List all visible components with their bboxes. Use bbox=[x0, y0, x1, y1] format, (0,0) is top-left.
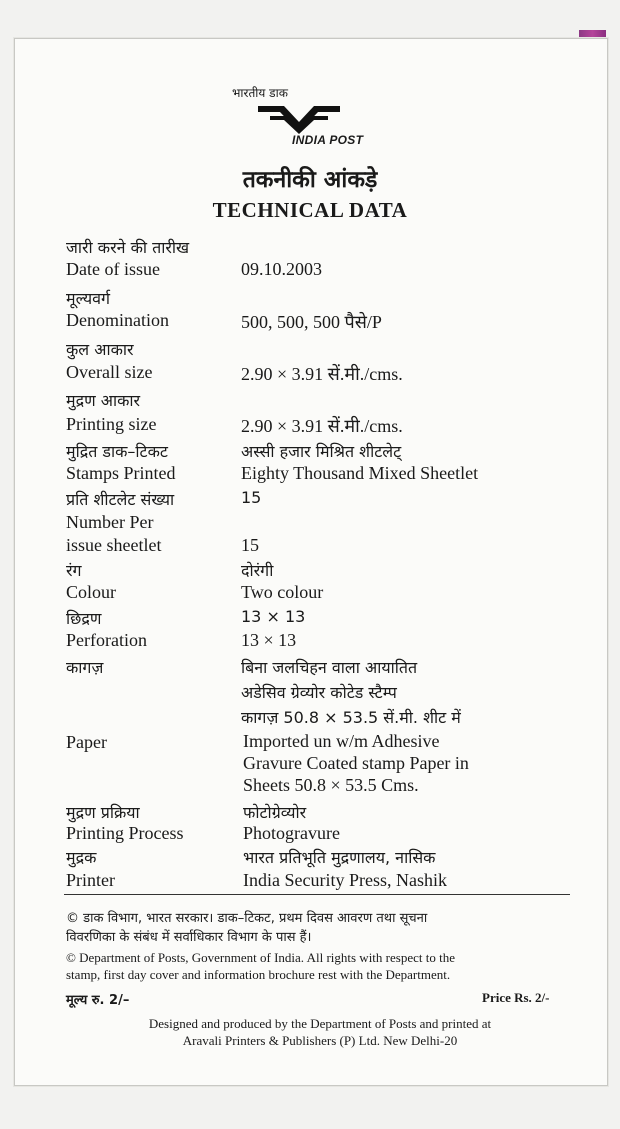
value-printer: India Security Press, Nashik bbox=[243, 870, 447, 890]
label-hindi-colour: रंग bbox=[66, 561, 82, 580]
copyright-english-line1: © Department of Posts, Government of India. All rights with respect to the bbox=[66, 950, 455, 965]
label-hindi-date: जारी करने की तारीख bbox=[66, 238, 190, 257]
label-issue-sheetlet: issue sheetlet bbox=[66, 535, 162, 555]
label-denomination: Denomination bbox=[66, 310, 169, 330]
logo-english-text: INDIA POST bbox=[292, 133, 364, 147]
label-overall-size: Overall size bbox=[66, 362, 153, 382]
label-hindi-number-per-sheetlet: प्रति शीटलेट संख्या bbox=[66, 490, 175, 509]
heading-hindi: तकनीकी आंकड़े bbox=[242, 167, 378, 193]
logo-hindi-text: भारतीय डाक bbox=[232, 86, 288, 100]
value-printing-process: Photogravure bbox=[243, 823, 340, 843]
label-colour: Colour bbox=[66, 582, 117, 602]
value-hindi-colour: दोरंगी bbox=[241, 561, 274, 580]
label-hindi-stamps-printed: मुद्रित डाक–टिकट bbox=[66, 442, 168, 461]
value-hindi-paper-line3: कागज़ 50.8 × 53.5 सें.मी. शीट में bbox=[241, 708, 461, 727]
value-hindi-paper-line2: अडेसिव ग्रेव्योर कोटेड स्टैम्प bbox=[241, 683, 397, 702]
footer-divider bbox=[64, 894, 570, 895]
value-hindi-number-per-sheetlet: 15 bbox=[241, 488, 262, 507]
value-hindi-paper-line1: बिना जलचिहन वाला आयातित bbox=[241, 658, 418, 677]
label-date-of-issue: Date of issue bbox=[66, 259, 160, 279]
label-hindi-printing-size: मुद्रण आकार bbox=[66, 391, 141, 410]
value-denomination: 500, 500, 500 पैसे/P bbox=[241, 312, 382, 332]
label-hindi-printing-process: मुद्रण प्रक्रिया bbox=[66, 803, 140, 822]
label-number-per: Number Per bbox=[66, 512, 154, 532]
copyright-english-line2: stamp, first day cover and information brochure rest with the Department. bbox=[66, 967, 451, 982]
india-post-emblem-icon bbox=[256, 100, 342, 134]
value-hindi-perforation: 13 × 13 bbox=[241, 607, 306, 626]
value-overall-size: 2.90 × 3.91 सें.मी./cms. bbox=[241, 364, 403, 384]
copyright-hindi-line1: © डाक विभाग, भारत सरकार। डाक–टिकट, प्रथम दिवस आवरण तथा सूचना bbox=[66, 911, 428, 926]
value-stamps-printed: Eighty Thousand Mixed Sheetlet bbox=[241, 463, 479, 483]
label-hindi-overall-size: कुल आकार bbox=[66, 340, 134, 359]
credit-line2: Aravali Printers & Publishers (P) Ltd. New Delhi-20 bbox=[182, 1033, 458, 1048]
price-english: Price Rs. 2/- bbox=[482, 990, 550, 1005]
value-hindi-printer: भारत प्रतिभूति मुद्रणालय, नासिक bbox=[243, 848, 436, 867]
label-printing-process: Printing Process bbox=[66, 823, 184, 843]
label-printer: Printer bbox=[66, 870, 115, 890]
label-hindi-printer: मुद्रक bbox=[66, 848, 97, 867]
value-hindi-printing-process: फोटोग्रेव्योर bbox=[243, 803, 307, 822]
value-paper-line2: Gravure Coated stamp Paper in bbox=[243, 753, 469, 773]
value-paper-line1: Imported un w/m Adhesive bbox=[243, 731, 440, 751]
copyright-hindi-line2: विवरणिका के संबंध में सर्वाधिकार विभाग के पास हैं। bbox=[66, 930, 312, 945]
value-paper-line3: Sheets 50.8 × 53.5 Cms. bbox=[243, 775, 419, 795]
credit-line1: Designed and produced by the Department of Posts and printed at bbox=[148, 1016, 492, 1031]
label-printing-size: Printing size bbox=[66, 414, 157, 434]
label-hindi-paper: कागज़ bbox=[66, 658, 104, 677]
value-printing-size: 2.90 × 3.91 सें.मी./cms. bbox=[241, 416, 403, 436]
value-number-per-sheetlet: 15 bbox=[241, 535, 259, 555]
value-date-of-issue: 09.10.2003 bbox=[241, 259, 322, 279]
label-paper: Paper bbox=[66, 732, 107, 752]
price-hindi: मूल्य रु. 2/– bbox=[66, 993, 130, 1008]
value-hindi-stamps-printed: अस्सी हजार मिश्रित शीटलेट् bbox=[241, 442, 402, 461]
value-perforation: 13 × 13 bbox=[241, 630, 297, 650]
label-hindi-perforation: छिद्रण bbox=[66, 609, 102, 628]
label-hindi-denomination: मूल्यवर्ग bbox=[66, 289, 111, 308]
label-perforation: Perforation bbox=[66, 630, 147, 650]
value-colour: Two colour bbox=[241, 582, 324, 602]
heading-english: TECHNICAL DATA bbox=[212, 198, 408, 222]
label-stamps-printed: Stamps Printed bbox=[66, 463, 176, 483]
